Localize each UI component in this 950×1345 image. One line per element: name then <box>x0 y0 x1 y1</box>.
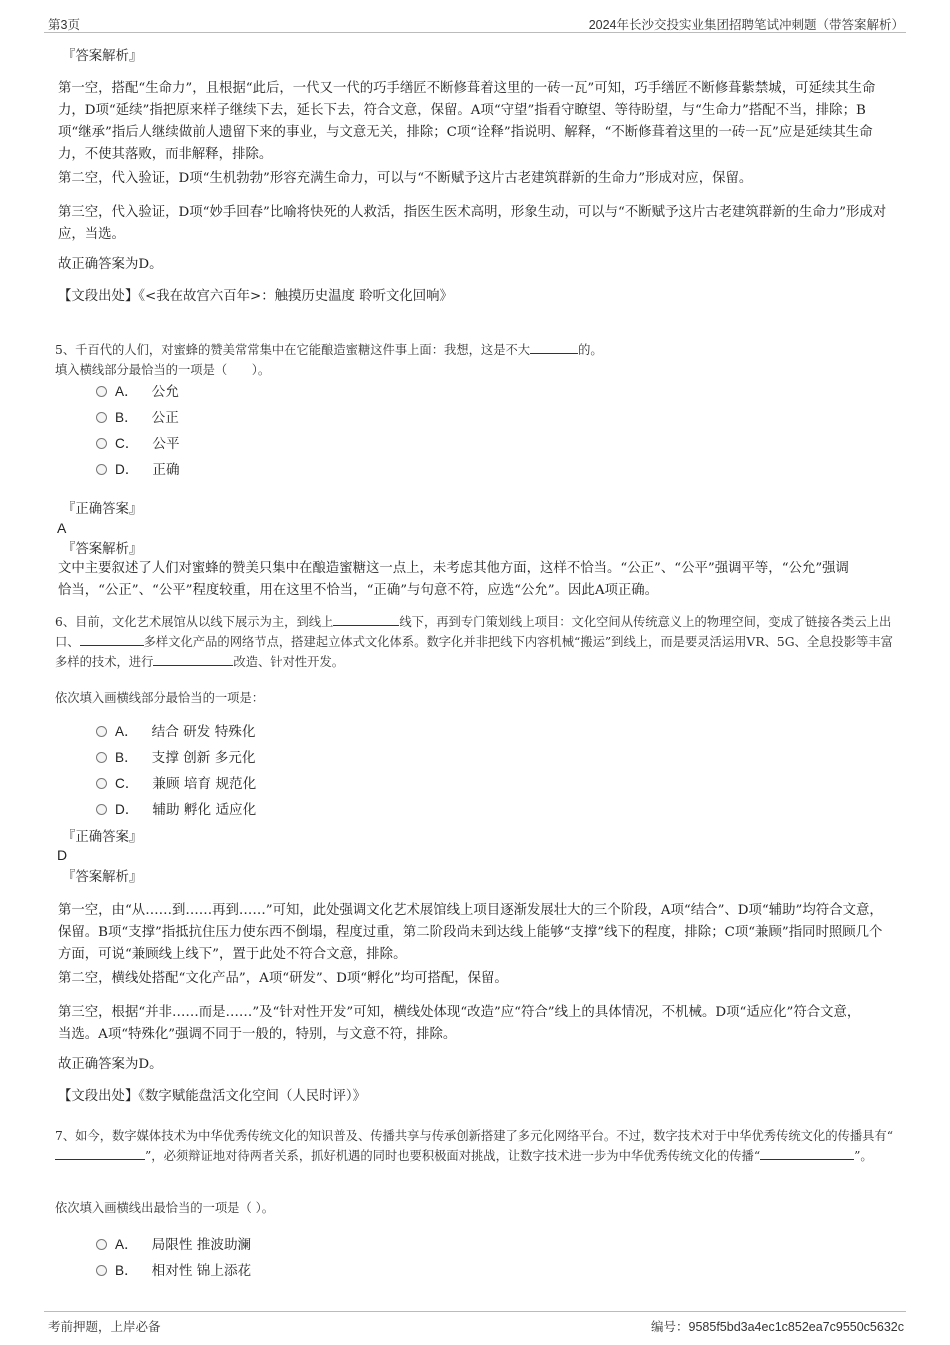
q6-analysis-p1: 第一空，由“从……到……再到……”可知，此处强调文化艺术展馆线上项目逐渐发展壮大的三个阶段，A项“结合”、D项“辅助”均符合文意，保留。B项“支撑”指抵抗住压力使东西不倒塌，程度过重，第二阶段尚未到达线上能够“支撑”线下的程度，排除；C项“兼顾”指同时照顾几个方面，可说“兼顾线上线下”，置于此处不符合文意，排除。 <box>58 903 883 962</box>
option-letter: B． <box>115 750 138 765</box>
radio-icon[interactable] <box>96 1265 107 1276</box>
q6-stem-text-4: 改造、针对性开发。 <box>233 655 345 669</box>
q5-option-a[interactable] <box>96 381 179 403</box>
q7-stem-text-3: ”。 <box>854 1149 873 1163</box>
blank-line <box>153 652 233 666</box>
blank-line <box>333 612 399 626</box>
document-code: 编号：9585f5bd3a4ec1c852ea7c9550c5632c <box>651 1320 904 1334</box>
q7-stem <box>55 1126 897 1166</box>
q4-source: 【文段出处】《<我在故宫六百年>：触摸历史温度 聆听文化回响》 <box>58 289 453 304</box>
q5-analysis: 文中主要叙述了人们对蜜蜂的赞美只集中在酿造蜜糖这一点上，未考虑其他方面，这样不恰当。“公正”、“公平”强调平等，“公允”强调恰当，“公正”、“公平”程度较重，用在这里不恰当，“正确”与句意不符，应选“公允”。因此A项正确。 <box>58 561 849 598</box>
radio-icon[interactable] <box>96 1239 107 1250</box>
page-footer <box>44 1311 906 1336</box>
option-text: 兼顾 培育 规范化 <box>152 776 257 792</box>
radio-icon[interactable] <box>96 412 107 423</box>
blank-line <box>760 1146 854 1160</box>
q7-instruction: 依次填入画横线出最恰当的一项是（ ）。 <box>55 1201 275 1215</box>
q5-answer: A <box>57 520 67 536</box>
q4-analysis-p1: 第一空，搭配“生命力”，且根据“此后，一代又一代的巧手缮匠不断修葺着这里的一砖一瓦”可知，巧手缮匠不断修葺紫禁城，可延续其生命力，D项“延续”指把原来样子继续下去，延长下去，符合文意，保留。A项“守望”指看守瞭望、等待盼望，与“生命力”搭配不当，排除；B项“继承”指后人继续做前人遗留下来的事业，与文意无关，排除；C项“诠释”指说明、解释，“不断修葺着这里的一砖一瓦”应是延续其生命力，不使其落败，而非解释，排除。 <box>58 81 876 162</box>
option-letter: B． <box>115 410 138 425</box>
option-letter: C． <box>115 436 139 451</box>
option-text: 公正 <box>151 410 179 426</box>
footer-slogan: 考前押题，上岸必备 <box>48 1320 161 1334</box>
q5-answer-label: 『正确答案』 <box>62 502 143 517</box>
blank-line <box>55 1146 145 1160</box>
radio-icon[interactable] <box>96 752 107 763</box>
q6-analysis-label: 『答案解析』 <box>62 870 143 885</box>
q4-analysis-p3: 第三空，代入验证，D项“妙手回春”比喻将快死的人救活，指医生医术高明，形象生动，可以与“不断赋予这片古老建筑群新的生命力”形成对应，当选。 <box>58 205 887 242</box>
q6-answer: D <box>57 847 68 863</box>
option-letter: A． <box>115 1237 138 1252</box>
page-header <box>44 12 906 33</box>
q6-option-d[interactable] <box>96 799 256 821</box>
q5-instruction: 填入横线部分最恰当的一项是（ ）。 <box>55 363 271 377</box>
q6-answer-label: 『正确答案』 <box>62 830 143 845</box>
q5-stem-text: 5、千百代的人们，对蜜蜂的赞美常常集中在它能酿造蜜糖这件事上面：我想，这是不大 <box>55 343 531 357</box>
q5-stem <box>55 340 897 360</box>
q4-analysis-label: 『答案解析』 <box>62 49 143 64</box>
option-text: 公平 <box>152 436 180 452</box>
q6-option-b[interactable] <box>96 747 255 769</box>
q5-analysis-label: 『答案解析』 <box>62 542 143 557</box>
radio-icon[interactable] <box>96 726 107 737</box>
q6-stem-text-2: 线下，再到专门策划线上项目：文化空间从传统意义上的物理空间，变成了链接各类云上出口、 <box>55 615 892 649</box>
q6-source: 【文段出处】《数字赋能盘活文化空间（人民时评）》 <box>58 1089 366 1104</box>
q4-analysis-p2: 第二空，代入验证，D项“生机勃勃”形容充满生命力，可以与“不断赋予这片古老建筑群新的生命力”形成对应，保留。 <box>58 171 753 186</box>
option-text: 局限性 推波助澜 <box>151 1237 252 1253</box>
option-text: 相对性 锦上添花 <box>151 1263 252 1279</box>
option-letter: D． <box>115 802 139 817</box>
option-letter: B． <box>115 1263 138 1278</box>
blank-line <box>530 340 578 354</box>
q6-stem-text-1: 6、目前，文化艺术展馆从以线下展示为主，到线上 <box>55 615 334 629</box>
q6-stem-text-3: 多样文化产品的网络节点，搭建起立体式文化体系。数字化并非把线下内容机械“搬运”到线上，而是要灵活运用VR、5G、全息投影等丰富多样的技术，进行 <box>55 635 893 669</box>
option-letter: C． <box>115 776 139 791</box>
q7-stem-text-1: 7、如今，数字媒体技术为中华优秀传统文化的知识普及、传播共享与传承创新搭建了多元化网络平台。不过，数字技术对于中华优秀传统文化的传播具有“ <box>55 1129 894 1143</box>
q6-instruction: 依次填入画横线部分最恰当的一项是： <box>55 691 265 705</box>
option-letter: A． <box>115 384 138 399</box>
option-text: 辅助 孵化 适应化 <box>152 802 257 818</box>
document-title: 2024年长沙交投实业集团招聘笔试冲刺题（带答案解析） <box>588 18 904 32</box>
q5-stem-end: 的。 <box>578 343 603 357</box>
option-text: 正确 <box>152 462 180 478</box>
q6-analysis-p2: 第二空，横线处搭配“文化产品”，A项“研发”、D项“孵化”均可搭配，保留。 <box>58 971 508 986</box>
q6-option-c[interactable] <box>96 773 256 795</box>
q6-stem <box>55 612 897 672</box>
radio-icon[interactable] <box>96 438 107 449</box>
q6-option-a[interactable] <box>96 721 255 743</box>
option-letter: A． <box>115 724 138 739</box>
option-letter: D． <box>115 462 139 477</box>
q6-analysis-p3: 第三空，根据“并非……而是……”及“针对性开发”可知，横线处体现“改造”应“符合”线上的具体情况，不机械。D项“适应化”符合文意，当选。A项“特殊化”强调不同于一般的，特别，与文意不符，排除。 <box>58 1005 861 1042</box>
q7-option-a[interactable] <box>96 1234 251 1256</box>
q7-stem-text-2: ”，必须辩证地对待两者关系，抓好机遇的同时也要积极面对挑战，让数字技术进一步为中华优秀传统文化的传播“ <box>145 1149 761 1163</box>
q5-option-d[interactable] <box>96 459 180 481</box>
page-number: 第3页 <box>48 18 80 32</box>
q4-analysis-p4: 故正确答案为D。 <box>58 257 163 272</box>
q5-option-b[interactable] <box>96 407 179 429</box>
option-text: 公允 <box>151 384 179 400</box>
option-text: 支撑 创新 多元化 <box>151 750 256 766</box>
q5-option-c[interactable] <box>96 433 180 455</box>
blank-line <box>80 632 144 646</box>
q6-analysis-p4: 故正确答案为D。 <box>58 1057 163 1072</box>
radio-icon[interactable] <box>96 778 107 789</box>
q7-option-b[interactable] <box>96 1260 251 1282</box>
radio-icon[interactable] <box>96 386 107 397</box>
radio-icon[interactable] <box>96 804 107 815</box>
option-text: 结合 研发 特殊化 <box>151 724 256 740</box>
radio-icon[interactable] <box>96 464 107 475</box>
